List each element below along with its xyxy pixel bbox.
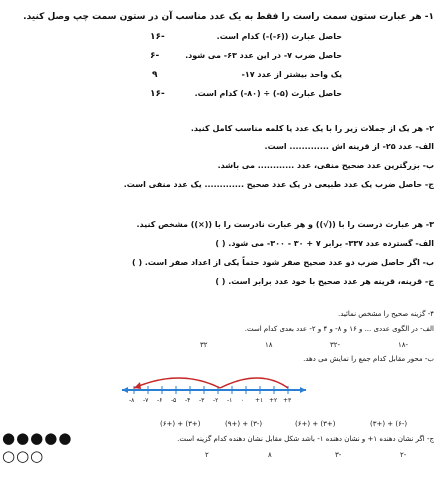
q2-item-a: الف- عدد ۲۵- از قرینه اش ............. است.: [264, 142, 434, 151]
q2-item-b: ب- بزرگترین عدد صحیح منفی، عدد ............ می باشد.: [217, 161, 434, 170]
q1-row-3-value: ۹: [152, 70, 158, 80]
axis-tick-label: -۴: [185, 397, 191, 404]
empty-rings-group: ○○○: [2, 447, 45, 465]
q4-a-option-2: ۱۸: [265, 341, 273, 349]
q3-item-a: الف- گسترده عدد ۳۳۷- برابر ۷ + ۳۰ - ۳۰۰- می شود. ( ): [215, 239, 434, 248]
q4-c-option-3: ۳-: [335, 451, 342, 459]
q2-title: ۲- هر یک از جملات زیر را با یک عدد یا کلمه مناسب کامل کنید.: [190, 124, 434, 133]
q1-row-4-value: ۱۶-: [150, 89, 165, 99]
axis-tick-label: -۵: [171, 397, 177, 404]
q4-a-option-4: ۱۸-: [398, 341, 409, 349]
q2-item-c: ج- حاصل ضرب یک عدد طبیعی در یک عدد صحیح ............. یک عدد منفی است.: [123, 180, 434, 189]
q4-b-option-4: (۳+) + (۶-): [370, 420, 408, 428]
q1-row-2-value: ۶-: [150, 51, 160, 61]
axis-tick-label: +۲: [269, 397, 278, 404]
q4-a-text: الف- در الگوی عددی ... و ۱۶ و ۸- و ۴ و ۲- عدد بعدی کدام است.: [244, 325, 434, 333]
q1-row-2-text: حاصل ضرب ۷- در این عدد ۶۳- می شود.: [185, 51, 342, 60]
q4-title: ۴- گزینه صحیح را مشخص نمائید.: [337, 310, 434, 318]
q4-c-text: ج- اگر نشان دهنده ۱+ و نشان دهنده ۱- باشد شکل مقابل نشان دهنده کدام گزینه است.: [177, 435, 434, 443]
q4-b-option-1: (۶+) + (۳+): [160, 420, 201, 428]
axis-tick-label: -۱: [227, 397, 233, 404]
q3-item-c: ج- قرینه، قرینه هر عدد صحیح با خود عدد برابر است. ( ): [215, 277, 434, 286]
axis-tick-label: -۷: [143, 397, 149, 404]
axis-tick-label: ۰: [241, 397, 245, 404]
q1-row-1-value: ۱۶-: [150, 32, 165, 42]
jump-arrow-1: [220, 378, 288, 388]
q1-row-3-text: یک واحد بیشتر از عدد ۱۷-: [241, 70, 342, 79]
q3-item-b: ب- اگر حاصل ضرب دو عدد صحیح صفر شود حتماً یکی از اعداد صفر است. ( ): [132, 258, 434, 267]
q4-a-option-3: ۳۲-: [330, 341, 341, 349]
q1-title: ۱- هر عبارت ستون سمت راست را فقط به یک عدد مناسب آن در ستون سمت چپ وصل کنید.: [23, 12, 434, 22]
q1-row-1-text: حاصل عبارت ((۶-)-) کدام است.: [216, 32, 342, 41]
axis-tick-label: -۲: [213, 397, 219, 404]
q4-c-option-1: ۲: [205, 451, 209, 459]
q1-row-4-text: حاصل عبارت (۵-) ÷ (۸۰-) کدام است.: [194, 89, 342, 98]
q4-b-option-2: (۹+) + (۳-): [225, 420, 263, 428]
axis-tick-label: -۳: [199, 397, 205, 404]
filled-dots-group: ●●●●●: [2, 429, 73, 447]
q4-b-text: ب- محور مقابل کدام جمع را نمایش می دهد.: [303, 355, 434, 363]
q3-title: ۳- هر عبارت درست را با ((√)) و هر عبارت نادرست را با ((×)) مشخص کنید.: [136, 220, 434, 229]
jump-arrow-2: [134, 378, 220, 388]
axis-tick-label: -۸: [129, 397, 135, 404]
axis-tick-label: +۳: [283, 397, 292, 404]
q4-c-option-4: ۲-: [400, 451, 407, 459]
q4-a-option-1: ۳۲: [200, 341, 208, 349]
q4-c-option-2: ۸: [268, 451, 272, 459]
axis-tick-label: -۶: [157, 397, 163, 404]
q4-b-option-3: (۶+) + (۳+): [295, 420, 336, 428]
axis-tick-label: +۱: [255, 397, 264, 404]
